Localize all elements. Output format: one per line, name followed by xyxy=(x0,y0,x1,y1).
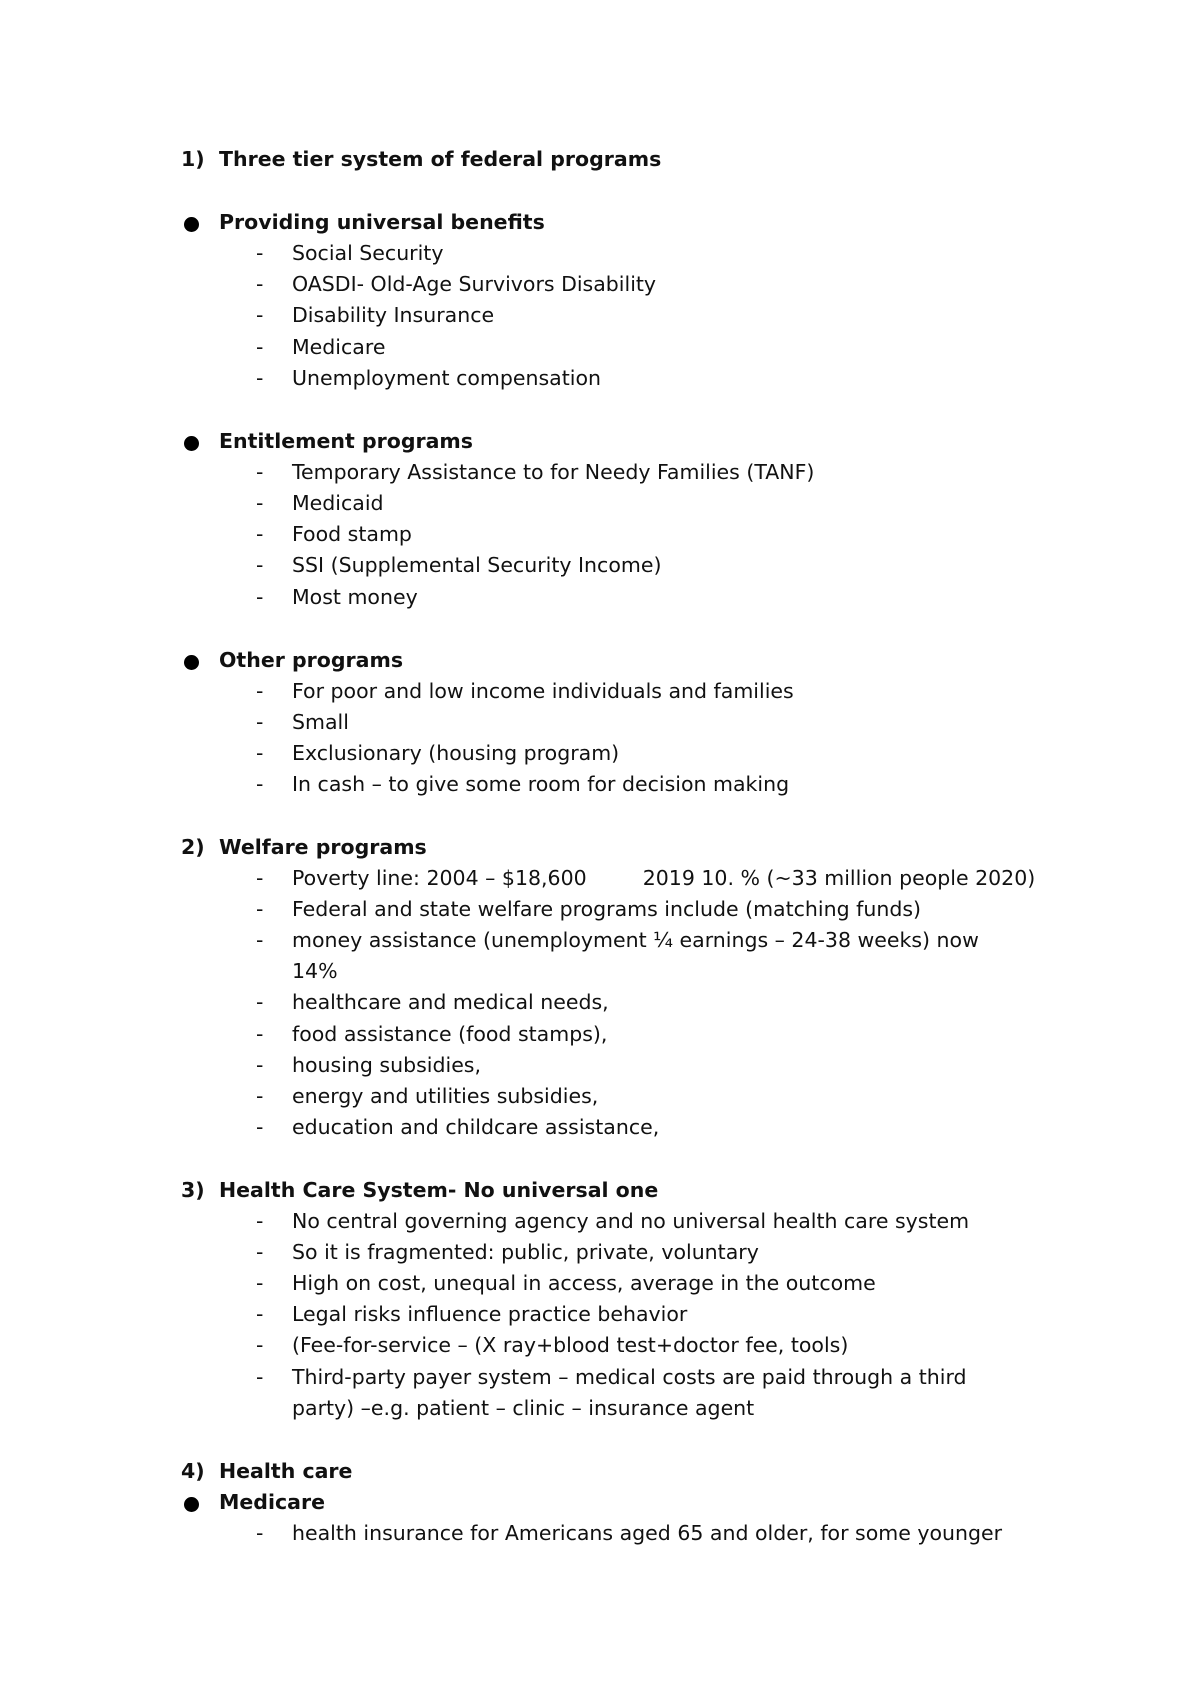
list-item-text: Exclusionary (housing program) xyxy=(292,741,620,765)
dash-marker: - xyxy=(256,522,264,546)
section-title: Health Care System- No universal one xyxy=(219,1178,659,1202)
list-item-text: food assistance (food stamps), xyxy=(292,1022,608,1046)
list-item-text: Food stamp xyxy=(292,522,412,546)
bullet-icon xyxy=(184,655,199,670)
list-item-text: energy and utilities subsidies, xyxy=(292,1084,599,1108)
bullet-icon xyxy=(184,217,199,232)
list-item-text: healthcare and medical needs, xyxy=(292,990,609,1014)
section-number: 4) xyxy=(181,1459,205,1483)
dash-marker: - xyxy=(256,1022,264,1046)
list-item-text: Temporary Assistance to for Needy Families (TANF) xyxy=(292,460,815,484)
list-item-text: High on cost, unequal in access, average in the outcome xyxy=(292,1271,876,1295)
dash-marker: - xyxy=(256,272,264,296)
list-item-text: Small xyxy=(292,710,349,734)
list-item-text: education and childcare assistance, xyxy=(292,1115,660,1139)
list-item-text: Third-party payer system – medical costs are paid through a third xyxy=(292,1365,967,1389)
dash-marker: - xyxy=(256,741,264,765)
section-number: 1) xyxy=(181,147,205,171)
section-title: Health care xyxy=(219,1459,353,1483)
dash-marker: - xyxy=(256,866,264,890)
section-title: Welfare programs xyxy=(219,835,427,859)
section-title: Three tier system of federal programs xyxy=(219,147,662,171)
list-item-text: health insurance for Americans aged 65 and older, for some younger xyxy=(292,1521,1003,1545)
list-item-text: For poor and low income individuals and families xyxy=(292,679,794,703)
list-item-text: Federal and state welfare programs include (matching funds) xyxy=(292,897,922,921)
list-item-text: OASDI- Old-Age Survivors Disability xyxy=(292,272,657,296)
dash-marker: - xyxy=(256,366,264,390)
list-item-text: Poverty line: 2004 – $18,600 xyxy=(292,866,587,890)
dash-marker: - xyxy=(256,1302,264,1326)
list-item-text: (Fee-for-service – (X ray+blood test+doctor fee, tools) xyxy=(292,1333,849,1357)
list-item-text: No central governing agency and no universal health care system xyxy=(292,1209,970,1233)
dash-marker: - xyxy=(256,990,264,1014)
list-item-text: party) –e.g. patient – clinic – insurance agent xyxy=(292,1396,755,1420)
bullet-icon xyxy=(184,1497,199,1512)
dash-marker: - xyxy=(256,1084,264,1108)
list-item-text: So it is fragmented: public, private, voluntary xyxy=(292,1240,759,1264)
list-item-text: Medicare xyxy=(292,335,386,359)
dash-marker: - xyxy=(256,710,264,734)
list-item-text: In cash – to give some room for decision making xyxy=(292,772,790,796)
list-item-text: 14% xyxy=(292,959,338,983)
dash-marker: - xyxy=(256,1271,264,1295)
list-item-text: money assistance (unemployment ¼ earnings – 24-38 weeks) now xyxy=(292,928,979,952)
dash-marker: - xyxy=(256,1333,264,1357)
dash-marker: - xyxy=(256,679,264,703)
dash-marker: - xyxy=(256,928,264,952)
dash-marker: - xyxy=(256,1365,264,1389)
dash-marker: - xyxy=(256,241,264,265)
dash-marker: - xyxy=(256,1053,264,1077)
dash-marker: - xyxy=(256,1240,264,1264)
dash-marker: - xyxy=(256,1209,264,1233)
subheading-title: Providing universal benefits xyxy=(219,210,545,234)
section-number: 2) xyxy=(181,835,205,859)
dash-marker: - xyxy=(256,335,264,359)
dash-marker: - xyxy=(256,491,264,515)
list-item-text: housing subsidies, xyxy=(292,1053,482,1077)
list-item-text: Disability Insurance xyxy=(292,303,495,327)
list-item-text: Social Security xyxy=(292,241,444,265)
bullet-icon xyxy=(184,436,199,451)
list-item-text-continued: 2019 10. % (~33 million people 2020) xyxy=(642,866,1036,890)
subheading-title: Entitlement programs xyxy=(219,429,473,453)
dash-marker: - xyxy=(256,553,264,577)
dash-marker: - xyxy=(256,1115,264,1139)
list-item-text: Legal risks influence practice behavior xyxy=(292,1302,688,1326)
list-item-text: SSI (Supplemental Security Income) xyxy=(292,553,662,577)
subheading-title: Medicare xyxy=(219,1490,326,1514)
section-number: 3) xyxy=(181,1178,205,1202)
dash-marker: - xyxy=(256,1521,264,1545)
list-item-text: Medicaid xyxy=(292,491,384,515)
list-item-text: Unemployment compensation xyxy=(292,366,602,390)
subheading-title: Other programs xyxy=(219,648,404,672)
dash-marker: - xyxy=(256,303,264,327)
list-item-text: Most money xyxy=(292,585,418,609)
dash-marker: - xyxy=(256,897,264,921)
dash-marker: - xyxy=(256,585,264,609)
dash-marker: - xyxy=(256,460,264,484)
dash-marker: - xyxy=(256,772,264,796)
